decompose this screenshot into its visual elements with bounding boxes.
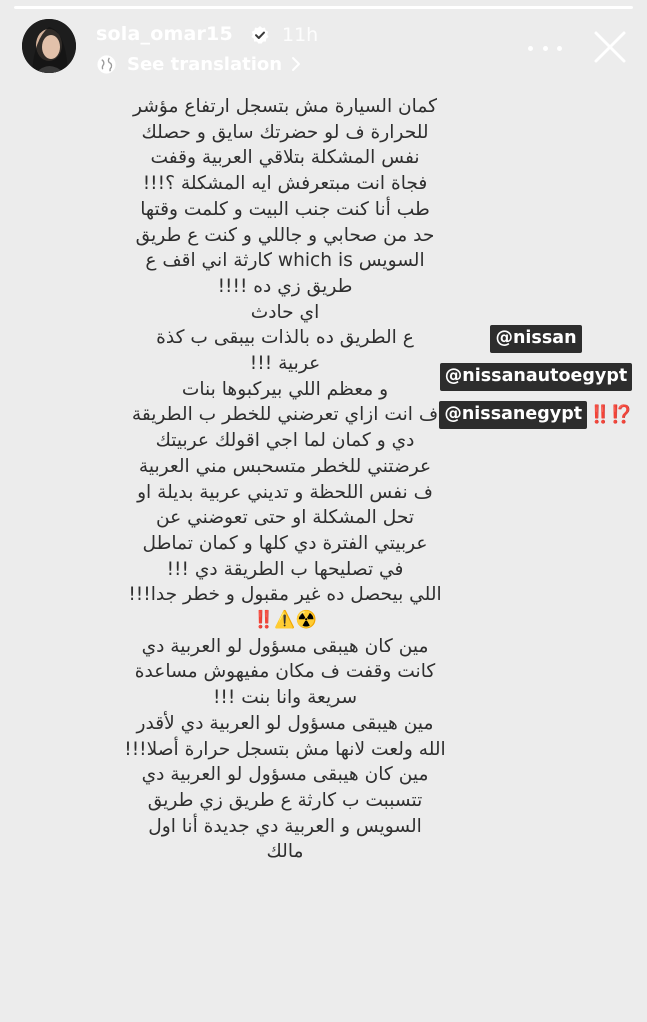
more-options-icon[interactable]	[528, 36, 562, 60]
story-text-line: تحل المشكلة او حتى تعوضني عن	[155, 507, 414, 529]
story-text-line: كانت وقفت ف مكان مفيهوش مساعدة	[134, 661, 436, 683]
story-text-line: فجاة انت مبتعرفش ايه المشكلة ؟!!!	[142, 173, 428, 195]
mention-sticker[interactable]	[436, 399, 635, 431]
story-text-line: مالك	[266, 841, 304, 863]
story-text-line: سريعة وانا بنت !!!	[212, 687, 358, 709]
story-text-line: للحرارة ف لو حضرتك سايق و حصلك	[141, 121, 429, 143]
close-icon[interactable]	[592, 29, 628, 65]
story-text-line: اللي بيحصل ده غير مقبول و خطر جدا!!!	[128, 584, 442, 606]
story-text-line: مين كان هيبقى مسؤول لو العربية دي	[141, 764, 429, 786]
story-text-line: مين هيبقى مسؤول لو العربية دي لأقدر	[136, 712, 434, 734]
see-translation-label: See translation	[127, 53, 283, 75]
story-text-line: في تصليحها ب الطريقة دي !!!	[166, 558, 404, 580]
story-text-line: ع الطريق ده بالذات بيبقى ب كذة	[156, 327, 414, 349]
story-text-line: عربيتي الفترة دي كلها و كمان تماطل	[142, 532, 428, 554]
chevron-right-icon	[290, 56, 302, 72]
story-text-line: عربية !!!	[249, 353, 321, 375]
story-text-line: طريق زي ده !!!!	[217, 275, 353, 297]
story-text-line: السويس و العربية دي جديدة أنا اول	[148, 815, 422, 837]
globe-icon	[96, 54, 117, 75]
story-text-line: دي و كمان لما اجي اقولك عربيتك	[155, 430, 415, 452]
mention-handle: @nissanegypt	[439, 401, 587, 429]
mention-handle: @nissan	[490, 325, 581, 353]
story-text-line: و معظم اللي بيركبوها بنات	[181, 378, 389, 400]
story-text-line: ف انت ازاي تعرضني للخطر ب الطريقة	[131, 404, 439, 426]
see-translation-button[interactable]	[96, 52, 302, 76]
story-text-line: عرضتني للخطر متسحبس مني العربية	[138, 455, 432, 477]
post-time: 11h	[282, 24, 319, 46]
mention-sticker[interactable]	[437, 361, 635, 393]
avatar-photo	[22, 19, 76, 73]
mention-stickers	[444, 323, 633, 431]
story-text-line: اي حادث	[250, 301, 320, 323]
story-text-line: نفس المشكلة بتلاقي العربية وقفت	[150, 147, 420, 169]
story-text-line: طب أنا كنت جنب البيت و كلمت وقتها	[140, 198, 430, 220]
story-text-line: ☢️⚠️‼️	[253, 610, 317, 631]
verified-badge-icon	[250, 25, 270, 45]
mention-handle: @nissanautoegypt	[440, 363, 632, 391]
mention-sticker[interactable]	[487, 323, 584, 355]
story-text-line: كمان السيارة مش بتسجل ارتفاع مؤشر	[133, 96, 437, 117]
story-text-line: السويس which is كارثة اني اقف ع	[145, 250, 425, 272]
story-text-line: تتسببت ب كارثة ع طريق زي طريق	[147, 789, 423, 811]
avatar[interactable]	[22, 19, 76, 73]
story-header	[0, 0, 647, 90]
story-text-body	[90, 94, 480, 865]
story-text-line: حد من صحابي و جاللي و كنت ع طريق	[135, 224, 435, 246]
username[interactable]: sola_omar15	[96, 23, 233, 45]
mention-marks: ‼️⁉️	[589, 405, 633, 425]
story-text-line: الله ولعت لانها مش بتسجل حرارة أصلا!!!	[124, 738, 446, 760]
story-text-line: مين كان هيبقى مسؤول لو العربية دي	[141, 635, 429, 657]
story-text-line: ف نفس اللحظة و تديني عربية بديلة او	[137, 481, 433, 503]
